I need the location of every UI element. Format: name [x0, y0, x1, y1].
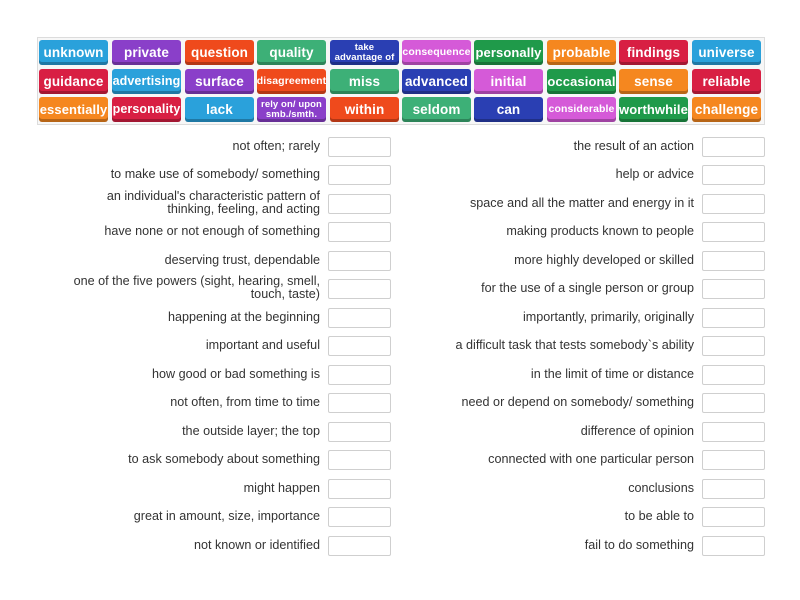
word-tile[interactable]: take advantage of [330, 40, 399, 65]
answer-drop-box[interactable] [702, 393, 765, 413]
answer-drop-box[interactable] [702, 251, 765, 271]
word-tile[interactable]: consequence [402, 40, 471, 65]
answer-drop-box[interactable] [328, 137, 391, 157]
word-tile[interactable]: quality [257, 40, 326, 65]
answer-drop-box[interactable] [328, 365, 391, 385]
word-tile[interactable]: reliable [692, 69, 761, 94]
answer-drop-box[interactable] [702, 165, 765, 185]
word-tile[interactable]: question [185, 40, 254, 65]
answer-drop-box[interactable] [328, 393, 391, 413]
answer-drop-box[interactable] [702, 536, 765, 556]
answer-drop-box[interactable] [328, 536, 391, 556]
answer-drop-box[interactable] [702, 308, 765, 328]
answer-drop-box[interactable] [328, 422, 391, 442]
answer-drop-box[interactable] [328, 222, 391, 242]
right-definition: in the limit of time or distance [530, 366, 694, 381]
right-definition: importantly, primarily, originally [523, 309, 694, 324]
word-tile[interactable]: worthwhile [619, 97, 688, 122]
left-definition: not known or identified [193, 537, 320, 552]
answer-drop-box[interactable] [702, 279, 765, 299]
word-tile[interactable]: private [112, 40, 181, 65]
word-tile[interactable]: challenge [692, 97, 761, 122]
answer-drop-box[interactable] [328, 279, 391, 299]
left-definition: not often; rarely [232, 138, 320, 153]
left-definition: important and useful [205, 337, 320, 352]
right-definition: to be able to [624, 508, 694, 523]
left-definition: happening at the beginning [168, 309, 320, 324]
left-definition: to ask somebody about something [128, 451, 320, 466]
word-tile[interactable]: probable [547, 40, 616, 65]
left-definition: might happen [243, 480, 320, 495]
left-definition: an individual's characteristic pattern of thinking, feeling, and acting [106, 189, 320, 216]
word-tile[interactable]: surface [185, 69, 254, 94]
right-definition: help or advice [615, 166, 694, 181]
word-tile[interactable]: advanced [402, 69, 471, 94]
word-tile[interactable]: miss [330, 69, 399, 94]
answer-drop-box[interactable] [328, 251, 391, 271]
right-definition: the result of an action [573, 138, 694, 153]
word-tile[interactable]: sense [619, 69, 688, 94]
left-definition: to make use of somebody/ something [110, 166, 320, 181]
word-tile[interactable]: lack [185, 97, 254, 122]
left-definition: not often, from time to time [170, 394, 320, 409]
answer-drop-box[interactable] [328, 450, 391, 470]
word-tile[interactable]: rely on/ upon smb./smth. [257, 97, 326, 122]
word-tile[interactable]: unknown [39, 40, 108, 65]
left-definition: one of the five powers (sight, hearing, smell, touch, taste) [73, 274, 320, 301]
right-definition: need or depend on somebody/ something [461, 394, 694, 409]
left-definition: great in amount, size, importance [133, 508, 320, 523]
word-tile[interactable]: considerable [547, 97, 616, 122]
left-definition: how good or bad something is [151, 366, 320, 381]
answer-drop-box[interactable] [702, 422, 765, 442]
answer-drop-box[interactable] [702, 450, 765, 470]
word-tile[interactable]: universe [692, 40, 761, 65]
word-tile[interactable]: findings [619, 40, 688, 65]
word-tile[interactable]: personality [112, 97, 181, 122]
word-tile[interactable]: essentially [39, 97, 108, 122]
answer-drop-box[interactable] [702, 194, 765, 214]
answer-drop-box[interactable] [702, 137, 765, 157]
left-definition: the outside layer; the top [182, 423, 320, 438]
left-definition: have none or not enough of something [104, 223, 320, 238]
word-tile[interactable]: advertising [112, 69, 181, 94]
word-tile[interactable]: initial [474, 69, 543, 94]
answer-drop-box[interactable] [328, 479, 391, 499]
answer-drop-box[interactable] [328, 308, 391, 328]
answer-drop-box[interactable] [328, 507, 391, 527]
right-definition: space and all the matter and energy in it [469, 195, 694, 210]
answer-drop-box[interactable] [328, 336, 391, 356]
right-definition: connected with one particular person [488, 451, 694, 466]
word-tile[interactable]: personally [474, 40, 543, 65]
right-definition: difference of opinion [580, 423, 694, 438]
word-tile[interactable]: within [330, 97, 399, 122]
word-tile[interactable]: can [474, 97, 543, 122]
word-tile[interactable]: disagreement [257, 69, 326, 94]
answer-drop-box[interactable] [328, 165, 391, 185]
answer-drop-box[interactable] [702, 222, 765, 242]
right-definition: making products known to people [506, 223, 694, 238]
word-tile[interactable]: occasional [547, 69, 616, 94]
word-tile[interactable]: seldom [402, 97, 471, 122]
right-definition: for the use of a single person or group [481, 280, 694, 295]
right-definition: more highly developed or skilled [514, 252, 694, 267]
right-definition: a difficult task that tests somebody`s ability [455, 337, 694, 352]
right-definition: conclusions [628, 480, 694, 495]
right-definition: fail to do something [584, 537, 694, 552]
answer-drop-box[interactable] [702, 479, 765, 499]
answer-drop-box[interactable] [702, 336, 765, 356]
answer-drop-box[interactable] [702, 365, 765, 385]
left-definition: deserving trust, dependable [164, 252, 320, 267]
answer-drop-box[interactable] [328, 194, 391, 214]
word-tile[interactable]: guidance [39, 69, 108, 94]
answer-drop-box[interactable] [702, 507, 765, 527]
